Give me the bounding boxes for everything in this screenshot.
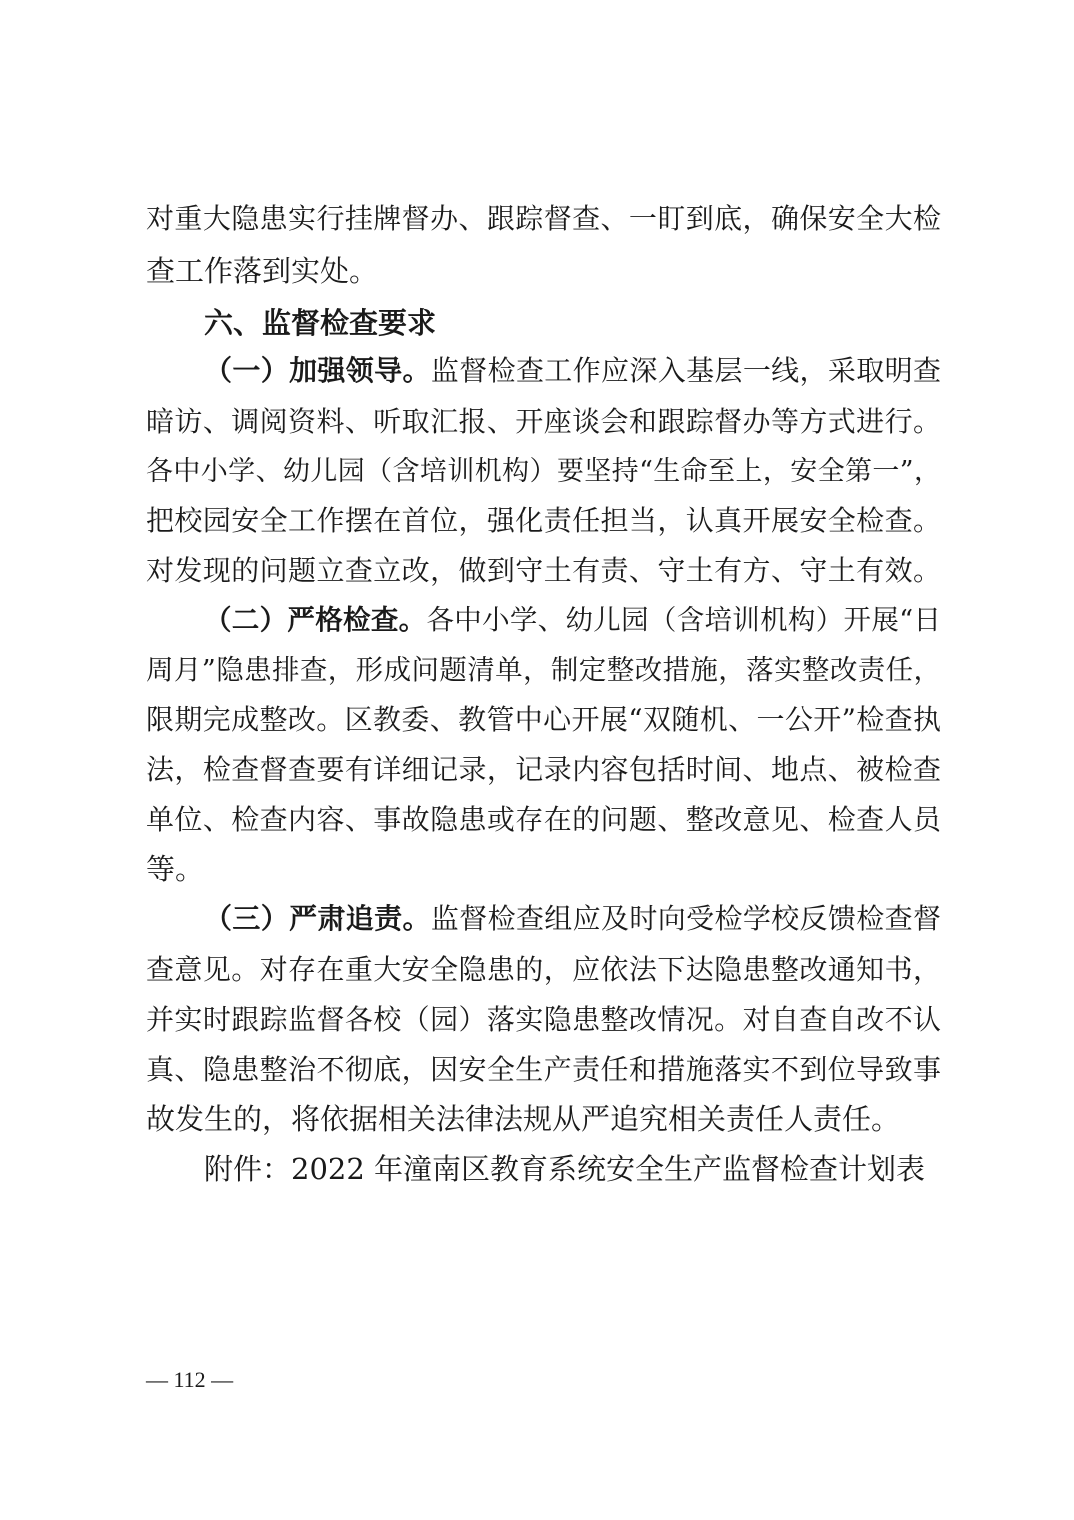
sub2-line-5: 单位、检查内容、事故隐患或存在的问题、整改意见、检查人员 — [146, 803, 941, 836]
sub1-line-1: 监督检查工作应深入基层一线，采取明查 — [430, 354, 941, 387]
sub2-line-1: 各中小学、幼儿园（含培训机构）开展“日 — [426, 604, 941, 636]
sub1-line-4: 把校园安全工作摆在首位，强化责任担当，认真开展安全检查。 — [146, 504, 941, 537]
sub1-line-5: 对发现的问题立查立改，做到守土有责、守土有方、守土有效。 — [146, 554, 941, 587]
sub2-line-6: 等。 — [146, 852, 205, 886]
sub3-line-4: 真、隐患整治不彻底，因安全生产责任和措施落实不到位导致事 — [146, 1053, 941, 1086]
sub3-line-2: 查意见。对存在重大安全隐患的，应依法下达隐患整改通知书， — [146, 953, 941, 986]
section-heading: 六、监督检查要求 — [204, 306, 437, 340]
sub2-label: （二）严格检查。 — [204, 604, 427, 636]
sub3-label: （三）严肃追责。 — [204, 902, 431, 935]
sub1-line-2: 暗访、调阅资料、听取汇报、开座谈会和跟踪督办等方式进行。 — [146, 405, 941, 438]
sub3-line-3: 并实时跟踪监督各校（园）落实隐患整改情况。对自查自改不认 — [146, 1003, 941, 1036]
sub1-first-line — [204, 345, 941, 397]
sub2-line-2: 周月”隐患排查，形成问题清单，制定整改措施，落实整改责任， — [146, 654, 941, 686]
sub1-line-3: 各中小学、幼儿园（含培训机构）要坚持“生命至上，安全第一”， — [146, 456, 941, 487]
intro-line-2: 查工作落到实处。 — [146, 254, 379, 288]
attachment-note: 附件：2022 年潼南区教育系统安全生产监督检查计划表 — [204, 1152, 926, 1186]
sub3-first-line — [204, 893, 941, 945]
sub3-line-5: 故发生的，将依据相关法律法规从严追究相关责任人责任。 — [146, 1102, 901, 1136]
sub3-line-1: 监督检查组应及时向受检学校反馈检查督 — [430, 902, 941, 935]
sub1-label: （一）加强领导。 — [204, 354, 431, 387]
sub2-first-line — [204, 594, 941, 646]
sub2-line-3: 限期完成整改。区教委、教管中心开展“双随机、一公开”检查执 — [146, 703, 941, 736]
intro-line-1: 对重大隐患实行挂牌督办、跟踪督查、一盯到底，确保安全大检 — [146, 202, 941, 235]
sub2-line-4: 法，检查督查要有详细记录，记录内容包括时间、地点、被检查 — [146, 753, 941, 786]
page-number: — 112 — — [146, 1367, 234, 1392]
